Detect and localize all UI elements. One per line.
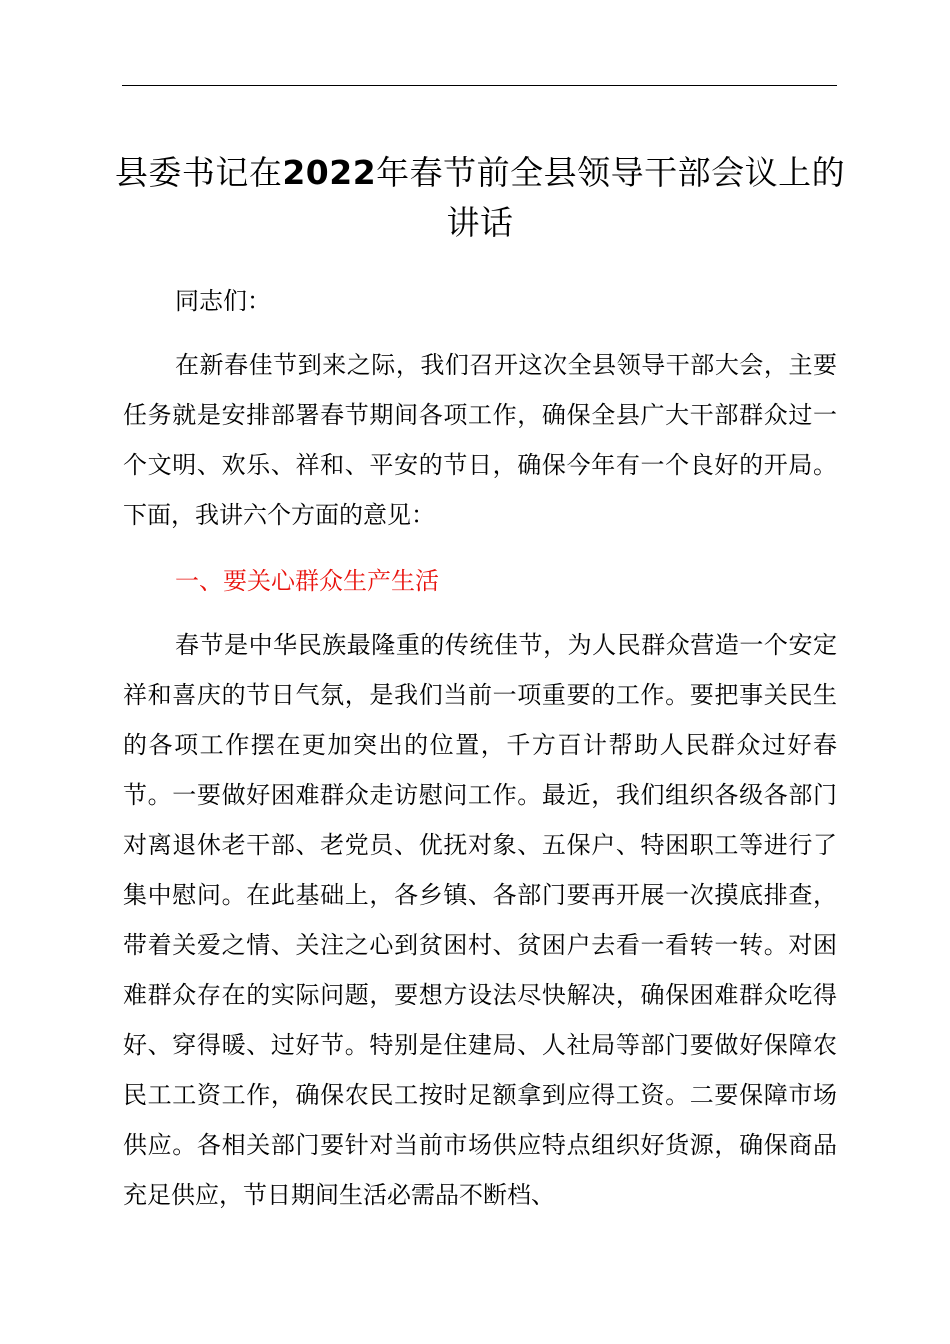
opening-paragraph: 在新春佳节到来之际，我们召开这次全县领导干部大会，主要任务就是安排部署春节期间各项工作，确保全县广大干部群众过一个文明、欢乐、祥和、平安的节日，确保今年有一个良好的开局。下面，我讲六个方面的意见： [123, 351, 837, 529]
title-suffix: 年春节前全县领导干部会议上的讲话 [376, 153, 846, 242]
section-1-paragraph: 春节是中华民族最隆重的传统佳节，为人民群众营造一个安定祥和喜庆的节日气氛，是我们当前一项重要的工作。要把事关民生的各项工作摆在更加突出的位置，千方百计帮助人民群众过好春节。一要做好困难群众走访慰问工作。最近，我们组织各级各部门对离退休老干部、老党员、优抚对象、五保户、特困职工等进行了集中慰问。在此基础上，各乡镇、各部门要再开展一次摸底排查，带着关爱之情、关注之心到贫困村、贫困户去看一看转一转。对困难群众存在的实际问题，要想方设法尽快解决，确保困难群众吃得好、穿得暖、过好节。特别是住建局、人社局等部门要做好保障农民工工资工作，确保农民工按时足额拿到应得工资。二要保障市场供应。各相关部门要针对当前市场供应特点组织好货源，确保商品充足供应，节日期间生活必需品不断档、 [123, 631, 837, 1209]
salutation: 同志们： [175, 287, 271, 315]
title-year: 2022 [282, 153, 377, 192]
title-prefix: 县委书记在 [114, 153, 283, 192]
section-heading-1: 一、要关心群众生产生活 [175, 567, 439, 595]
page-title [110, 148, 850, 248]
header-rule [122, 85, 837, 86]
